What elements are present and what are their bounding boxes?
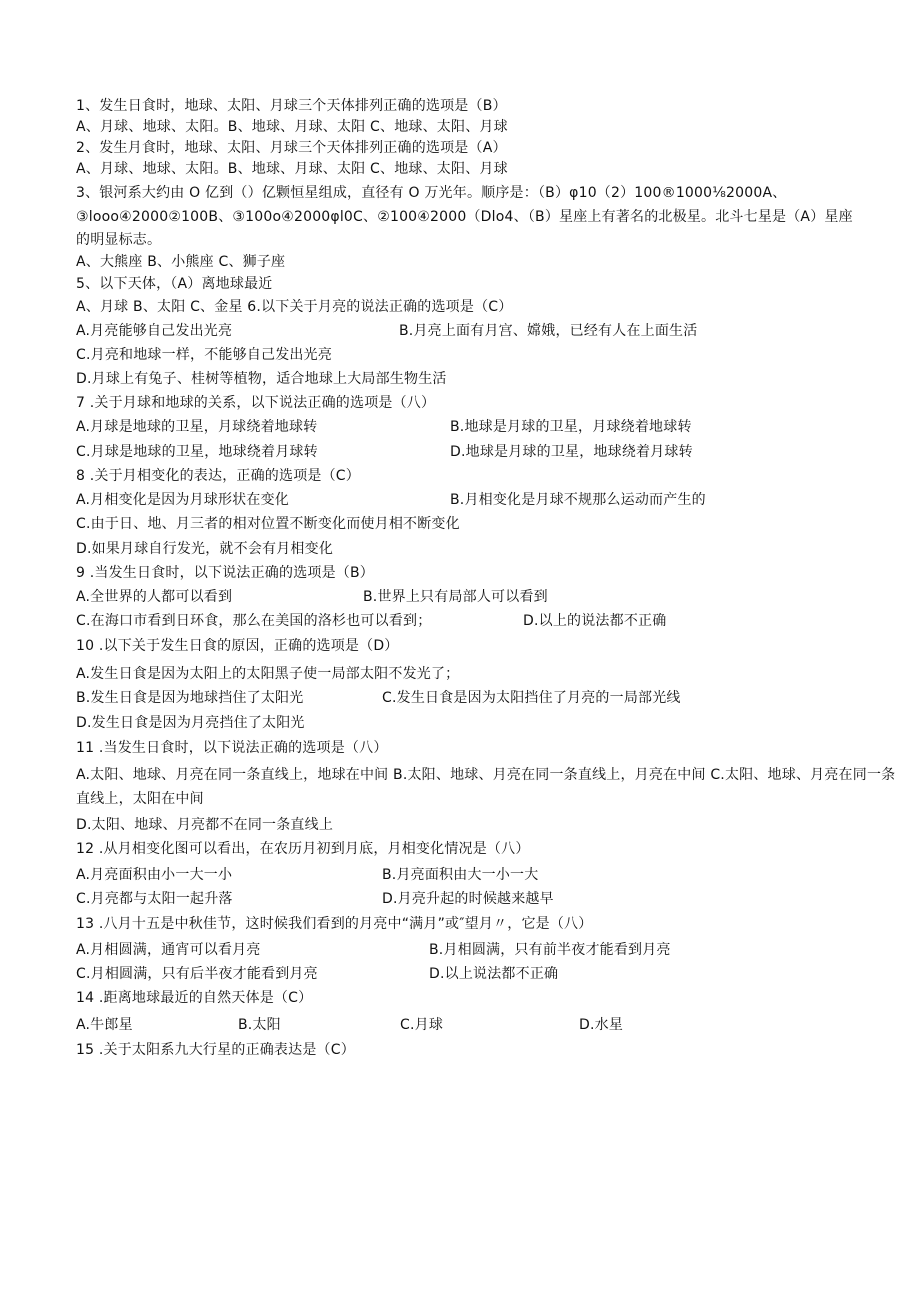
q9-option-c: C.在海口市看到日环食，那么在美国的洛杉也可以看到； bbox=[76, 613, 432, 629]
q5-options-q6-stem: A、月球 B、太阳 C、金星 6.以下关于月亮的说法正确的选项是（C） bbox=[76, 299, 513, 315]
q12-option-a: A.月亮面积由小一大一小 bbox=[76, 867, 233, 883]
q4-text-end: 的明显标志。 bbox=[76, 232, 162, 248]
q10-stem: 10 .以下关于发生日食的原因，正确的选项是（D） bbox=[76, 638, 399, 654]
q12-stem: 12 .从月相变化图可以看出，在农历月初到月底，月相变化情况是（八） bbox=[76, 841, 530, 857]
q14-option-b: B.太阳 bbox=[238, 1017, 281, 1033]
q12-option-c: C.月亮都与太阳一起升落 bbox=[76, 891, 233, 907]
q7-option-a: A.月球是地球的卫星，月球绕着地球转 bbox=[76, 419, 318, 435]
q12-option-b: B.月亮面积由大一小一大 bbox=[382, 867, 539, 883]
q6-option-b: B.月亮上面有月宫、嫦娥，已经有人在上面生活 bbox=[399, 323, 698, 339]
q13-option-b: B.月相圆满，只有前半夜才能看到月亮 bbox=[429, 942, 671, 958]
q9-option-a: A.全世界的人都可以看到 bbox=[76, 589, 233, 605]
q8-option-a: A.月相变化是因为月球形状在变化 bbox=[76, 492, 289, 508]
q13-option-d: D.以上说法都不正确 bbox=[429, 966, 559, 982]
q7-option-d: D.地球是月球的卫星，地球绕着月球转 bbox=[450, 444, 693, 460]
q9-stem: 9 .当发生日食时，以下说法正确的选项是（B） bbox=[76, 565, 375, 581]
q10-option-d: D.发生日食是因为月亮挡住了太阳光 bbox=[76, 715, 305, 731]
q13-option-c: C.月相圆满，只有后半夜才能看到月亮 bbox=[76, 966, 318, 982]
q14-option-d: D.水星 bbox=[579, 1017, 624, 1033]
q2-options: A、月球、地球、太阳。B、地球、月球、太阳 C、地球、太阳、月球 bbox=[76, 161, 508, 177]
q13-stem: 13 .八月十五是中秋佳节，这时候我们看到的月亮中“满月”或″望月〃，它是（八） bbox=[76, 916, 593, 932]
q7-option-b: B.地球是月球的卫星，月球绕着地球转 bbox=[450, 419, 692, 435]
q14-stem: 14 .距离地球最近的自然天体是（C） bbox=[76, 990, 313, 1006]
q5-stem: 5、以下天体，（A）离地球最近 bbox=[76, 276, 273, 292]
q14-option-a: A.牛郎星 bbox=[76, 1017, 133, 1033]
q11-option-d: D.太阳、地球、月亮都不在同一条直线上 bbox=[76, 817, 334, 833]
q12-option-d: D.月亮升起的时候越来越早 bbox=[382, 891, 554, 907]
q11-stem: 11 .当发生日食时，以下说法正确的选项是（八） bbox=[76, 740, 388, 756]
q3-q4-text: ③looo④2000②100B、③100o④2000φl0C、②100④2000（Dlo4、（B）星座上有著名的北极星。北斗七星是（A）星座 bbox=[76, 209, 853, 225]
q11-options-abc: A.太阳、地球、月亮在同一条直线上，地球在中间 B.太阳、地球、月亮在同一条直线上，月亮在中间 C.太阳、地球、月亮在同一条直线上，太阳在中间 bbox=[76, 767, 896, 807]
q1-stem: 1、发生日食时，地球、太阳、月球三个天体排列正确的选项是（B） bbox=[76, 98, 507, 114]
q6-option-d: D.月球上有兔子、桂树等植物，适合地球上大局部生物生活 bbox=[76, 371, 447, 387]
q10-option-c: C.发生日食是因为太阳挡住了月亮的一局部光线 bbox=[382, 690, 681, 706]
q6-option-a: A.月亮能够自己发出光亮 bbox=[76, 323, 233, 339]
q9-option-b: B.世界上只有局部人可以看到 bbox=[363, 589, 548, 605]
q8-option-d: D.如果月球自行发光，就不会有月相变化 bbox=[76, 541, 334, 557]
q2-stem: 2、发生月食时，地球、太阳、月球三个天体排列正确的选项是（A） bbox=[76, 140, 507, 156]
q7-option-c: C.月球是地球的卫星，地球绕着月球转 bbox=[76, 444, 318, 460]
q4-options: A、大熊座 B、小熊座 C、狮子座 bbox=[76, 254, 286, 270]
q10-option-a: A.发生日食是因为太阳上的太阳黑子使一局部太阳不发光了； bbox=[76, 666, 460, 682]
q3-stem: 3、银河系大约由 O 亿到（）亿颗恒星组成，直径有 O 万光年。顺序是：（B）φ10（2）100®1000⅛2000A、 bbox=[76, 185, 787, 201]
q9-option-d: D.以上的说法都不正确 bbox=[523, 613, 667, 629]
q8-stem: 8 .关于月相变化的表达，正确的选项是（C） bbox=[76, 468, 360, 484]
q15-stem: 15 .关于太阳系九大行星的正确表达是（C） bbox=[76, 1042, 355, 1058]
q8-option-c: C.由于日、地、月三者的相对位置不断变化而使月相不断变化 bbox=[76, 516, 460, 532]
q6-option-c: C.月亮和地球一样，不能够自己发出光亮 bbox=[76, 347, 333, 363]
q7-stem: 7 .关于月球和地球的关系，以下说法正确的选项是（八） bbox=[76, 395, 436, 411]
q13-option-a: A.月相圆满，通宵可以看月亮 bbox=[76, 942, 261, 958]
q10-option-b: B.发生日食是因为地球挡住了太阳光 bbox=[76, 690, 304, 706]
q8-option-b: B.月相变化是月球不规那么运动而产生的 bbox=[450, 492, 706, 508]
q1-options: A、月球、地球、太阳。B、地球、月球、太阳 C、地球、太阳、月球 bbox=[76, 119, 508, 135]
q14-option-c: C.月球 bbox=[400, 1017, 444, 1033]
